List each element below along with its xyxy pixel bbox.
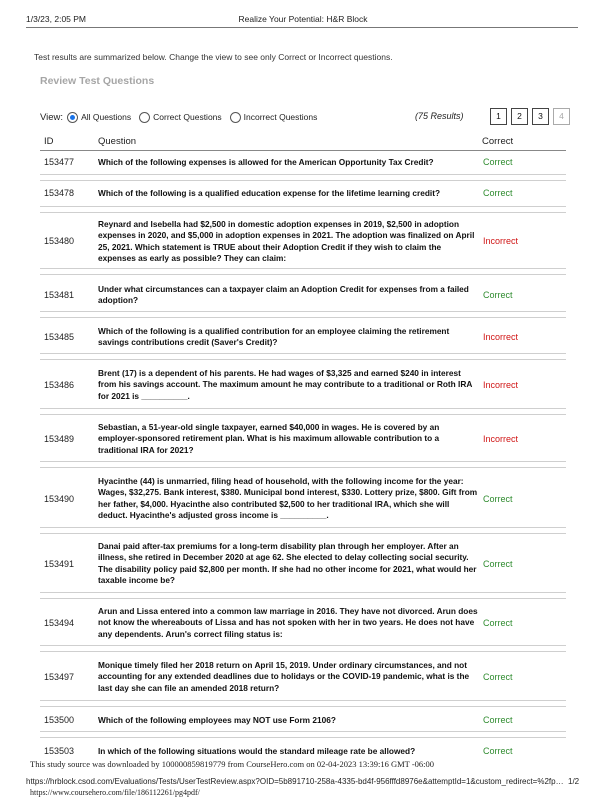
row-status: Correct bbox=[483, 618, 513, 628]
print-page-number: 1/2 bbox=[568, 777, 580, 786]
row-question: In which of the following situations would the standard mileage rate be allowed? bbox=[98, 746, 416, 756]
row-status: Incorrect bbox=[483, 434, 519, 444]
row-id: 153494 bbox=[44, 618, 75, 628]
summary-text: Test results are summarized below. Change the view to see only Correct or Incorrect questions. bbox=[34, 52, 393, 62]
row-question: Danai paid after-tax premiums for a long-term disability plan through her employer. After an illness, she retired in December 2020 at age 62. She elected to delay collecting social security. The disability policy paid $2,800 per month. If she had no other income for 2021, what would her taxable income be? bbox=[98, 541, 477, 585]
row-divider bbox=[40, 268, 566, 269]
view-label: View: bbox=[40, 111, 64, 123]
row-status: Correct bbox=[483, 672, 513, 682]
row-id: 153490 bbox=[44, 494, 75, 504]
table-row bbox=[40, 660, 566, 696]
row-status: Incorrect bbox=[483, 380, 519, 390]
page-title: Review Test Questions bbox=[40, 75, 155, 87]
row-divider bbox=[40, 737, 566, 738]
results-count: (75 Results) bbox=[415, 111, 464, 121]
row-question: Which of the following is a qualified education expense for the lifetime learning credit? bbox=[98, 188, 441, 198]
column-header-question: Question bbox=[98, 136, 137, 147]
row-id: 153491 bbox=[44, 559, 75, 569]
row-divider bbox=[40, 359, 566, 360]
row-divider bbox=[40, 706, 566, 707]
page-2-button[interactable]: 2 bbox=[511, 108, 528, 125]
row-question: Monique timely filed her 2018 return on April 15, 2019. Under ordinary circumstances, and not accounting for any extended deadlines due to holidays or the COVID-19 pandemic, what is the last day she can file an amended 2018 return? bbox=[98, 660, 470, 693]
column-header-correct: Correct bbox=[482, 136, 514, 147]
radio-all-questions-label[interactable]: All Questions bbox=[81, 112, 132, 122]
print-title: Realize Your Potential: H&R Block bbox=[238, 14, 368, 24]
row-id: 153500 bbox=[44, 715, 75, 725]
row-id: 153481 bbox=[44, 290, 75, 300]
table-row bbox=[40, 187, 566, 201]
coursehero-file-url: https://www.coursehero.com/file/186112261/pg4pdf/ bbox=[30, 788, 200, 797]
row-status: Correct bbox=[483, 746, 513, 756]
radio-incorrect-questions-label[interactable]: Incorrect Questions bbox=[243, 112, 318, 122]
row-id: 153480 bbox=[44, 236, 75, 246]
table-row bbox=[40, 606, 566, 642]
table-row bbox=[40, 219, 566, 267]
row-status: Incorrect bbox=[483, 332, 519, 342]
radio-correct-questions-label[interactable]: Correct Questions bbox=[153, 112, 222, 122]
row-question: Brent (17) is a dependent of his parents. He had wages of $3,325 and earned $240 in interest from his savings account. The maximum amount he may contribute to a traditional or Roth IRA for 2021 is __________. bbox=[98, 368, 473, 401]
print-footer-url: https://hrblock.csod.com/Evaluations/Tests/UserTestReview.aspx?OID=5b891710-258a-4335-bd4f-956fffd8976e&attemptId=1&custom_redirect=%2fp… bbox=[26, 777, 564, 786]
table-row bbox=[40, 326, 566, 350]
row-id: 153485 bbox=[44, 332, 75, 342]
radio-all-questions[interactable] bbox=[67, 112, 78, 123]
pagination bbox=[490, 108, 574, 125]
page-4-button: 4 bbox=[553, 108, 570, 125]
row-divider bbox=[40, 274, 566, 275]
row-question: Which of the following employees may NOT use Form 2106? bbox=[98, 715, 336, 725]
row-divider bbox=[40, 311, 566, 312]
radio-incorrect-questions[interactable] bbox=[230, 112, 241, 123]
row-question: Under what circumstances can a taxpayer claim an Adoption Credit for expenses from a failed adoption? bbox=[98, 284, 469, 306]
table-row bbox=[40, 541, 566, 589]
row-id: 153477 bbox=[44, 157, 75, 167]
row-divider bbox=[40, 731, 566, 732]
row-question: Which of the following expenses is allowed for the American Opportunity Tax Credit? bbox=[98, 157, 434, 167]
row-divider bbox=[40, 461, 566, 462]
table-header-divider bbox=[40, 150, 566, 151]
row-divider bbox=[40, 353, 566, 354]
table-row bbox=[40, 156, 566, 170]
table-row bbox=[40, 745, 566, 759]
row-question: Hyacinthe (44) is unmarried, filing head of household, with the following income for the year: Wages, $32,275. Bank interest, $380. Municipal bond interest, $330. Lottery prize, $800. Gift from her father, $4,000. Hyacinthe also contributed $2,500 to her traditional IRA, which she will deduct. Hyacinthe's adjusted gross income is __________. bbox=[98, 476, 478, 520]
row-divider bbox=[40, 414, 566, 415]
header-divider bbox=[26, 27, 578, 28]
row-divider bbox=[40, 408, 566, 409]
row-divider bbox=[40, 651, 566, 652]
row-status: Correct bbox=[483, 188, 513, 198]
print-datetime: 1/3/23, 2:05 PM bbox=[26, 14, 87, 24]
row-divider bbox=[40, 527, 566, 528]
row-question: Arun and Lissa entered into a common law marriage in 2016. They have not divorced. Arun does not know the whereabouts of Lissa and has not spoken with her in two years. He does not have any dependents. Arun's correct filing status is: bbox=[98, 606, 478, 639]
row-id: 153486 bbox=[44, 380, 75, 390]
row-status: Correct bbox=[483, 290, 513, 300]
radio-correct-questions[interactable] bbox=[139, 112, 150, 123]
coursehero-source-notice: This study source was downloaded by 100000859819779 from CourseHero.com on 02-04-2023 13:39:16 GMT -06:00 bbox=[30, 759, 435, 769]
table-row bbox=[40, 422, 566, 458]
row-divider bbox=[40, 212, 566, 213]
print-header bbox=[0, 14, 606, 28]
row-status: Incorrect bbox=[483, 236, 519, 246]
row-divider bbox=[40, 180, 566, 181]
row-divider bbox=[40, 592, 566, 593]
row-id: 153478 bbox=[44, 188, 75, 198]
row-id: 153497 bbox=[44, 672, 75, 682]
page-1-button[interactable]: 1 bbox=[490, 108, 507, 125]
table-row bbox=[40, 714, 566, 728]
row-id: 153503 bbox=[44, 746, 75, 756]
view-filter bbox=[40, 110, 317, 124]
row-status: Correct bbox=[483, 715, 513, 725]
row-divider bbox=[40, 206, 566, 207]
page-3-button[interactable]: 3 bbox=[532, 108, 549, 125]
row-id: 153489 bbox=[44, 434, 75, 444]
row-divider bbox=[40, 700, 566, 701]
row-question: Sebastian, a 51-year-old single taxpayer, earned $40,000 in wages. He is covered by an employer-sponsored retirement plan. What is his maximum allowable contribution to a traditional IRA for 2021? bbox=[98, 422, 440, 455]
row-status: Correct bbox=[483, 494, 513, 504]
row-divider bbox=[40, 645, 566, 646]
row-question: Which of the following is a qualified contribution for an employee claiming the retirement savings contributions credit (Saver's Credit)? bbox=[98, 326, 450, 348]
row-divider bbox=[40, 317, 566, 318]
row-status: Correct bbox=[483, 559, 513, 569]
table-row bbox=[40, 368, 566, 404]
row-divider bbox=[40, 533, 566, 534]
table-row bbox=[40, 284, 566, 308]
row-status: Correct bbox=[483, 157, 513, 167]
row-divider bbox=[40, 467, 566, 468]
row-question: Reynard and Isebella had $2,500 in domestic adoption expenses in 2019, $2,500 in adoption expenses in 2020, and $5,000 in adoption expenses in 2021. The adoption was finalized on April 25, 2021. Which statement is TRUE about their Adoption Credit if they wish to claim the expenses as early as possible? They can claim: bbox=[98, 219, 475, 263]
row-divider bbox=[40, 598, 566, 599]
column-header-id: ID bbox=[44, 136, 54, 147]
row-divider bbox=[40, 174, 566, 175]
table-row bbox=[40, 476, 566, 524]
